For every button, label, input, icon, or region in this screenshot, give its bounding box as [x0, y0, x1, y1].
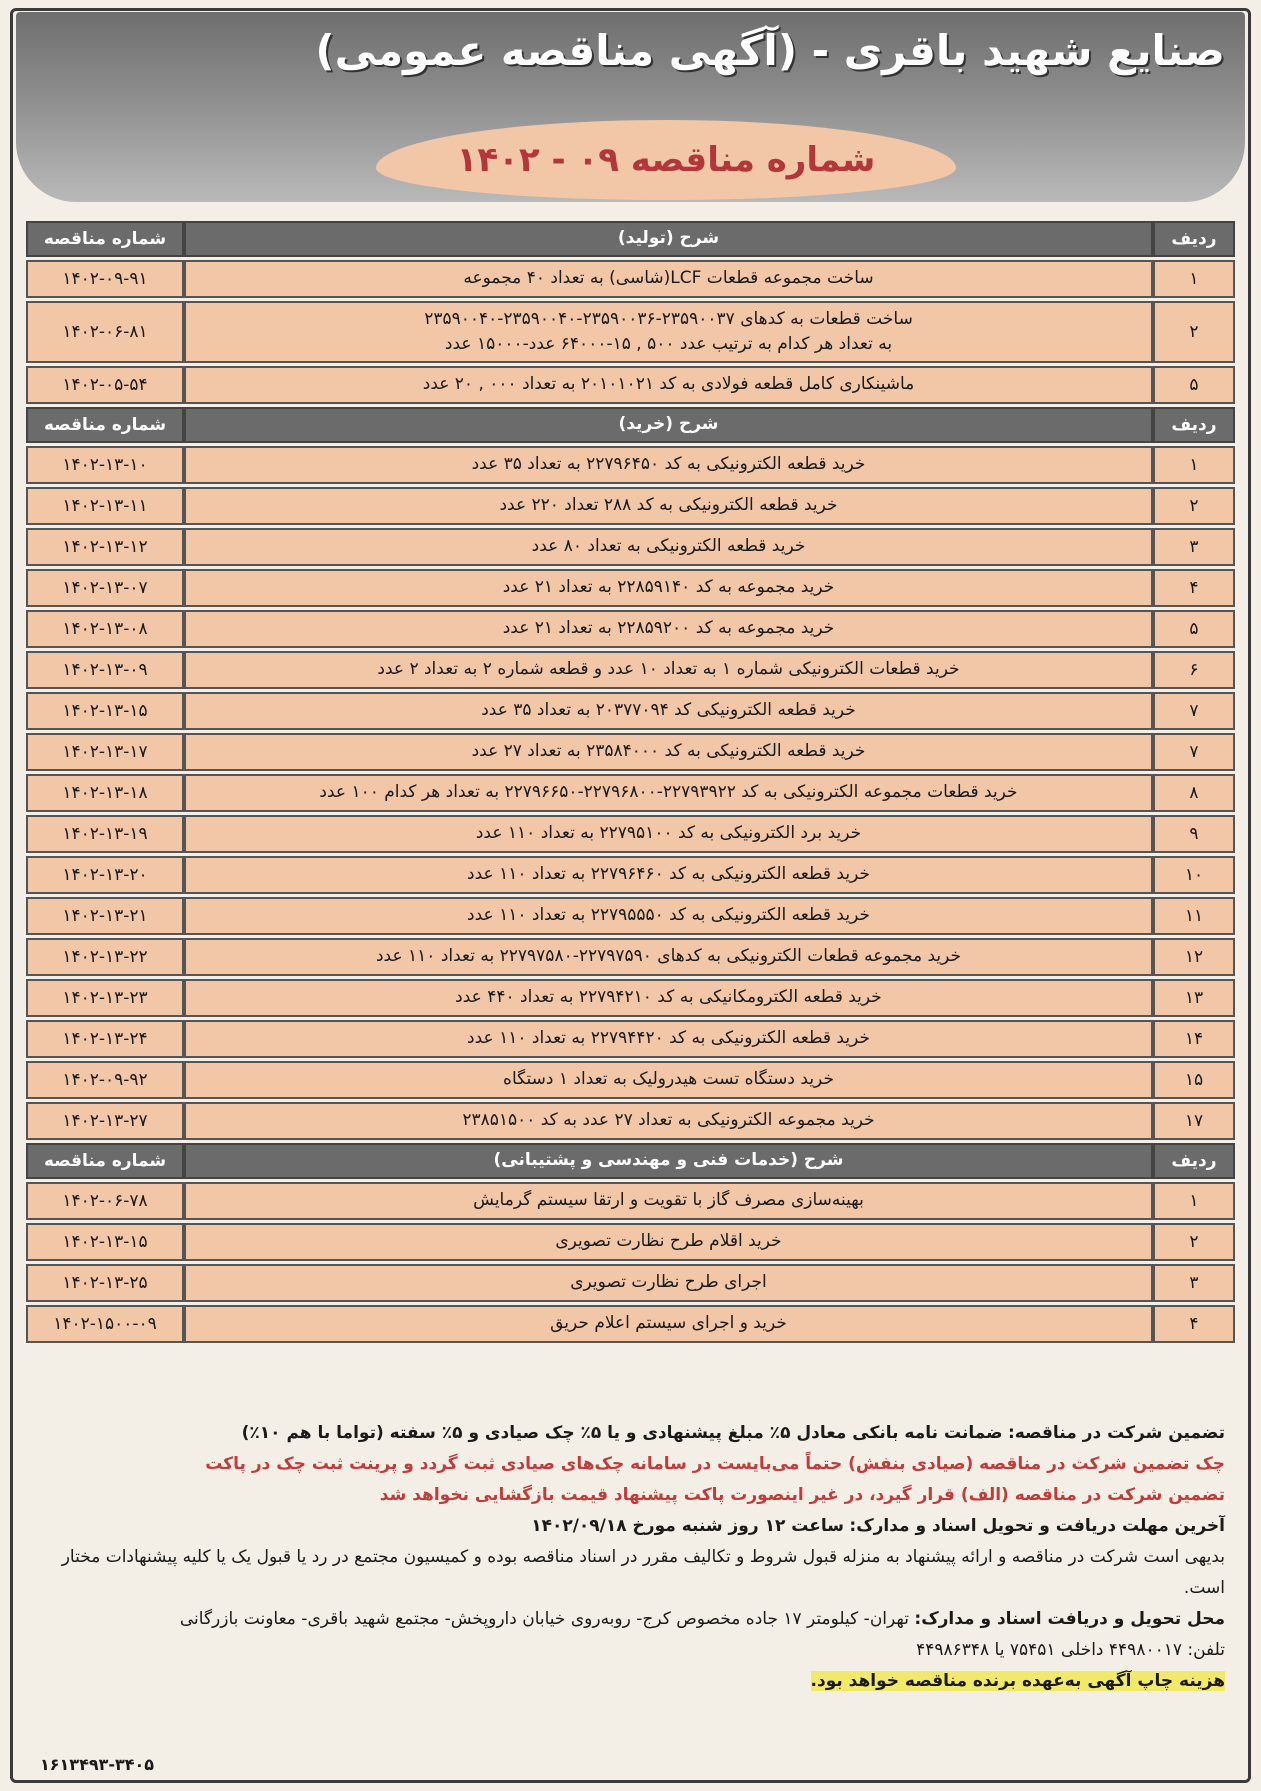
header-row-label: ردیف	[1153, 221, 1235, 257]
row-description-line: خرید قطعات مجموعه الکترونیکی به کد ۲۲۷۹۳۹۲۲-۲۲۷۹۶۸۰۰-۲۲۷۹۶۶۵۰ به تعداد هر کدام ۱۰۰ عدد	[319, 782, 1018, 803]
tender-code: ۱۴۰۲-۱۳-۰۸	[26, 610, 184, 648]
table-row	[26, 651, 1235, 689]
row-description	[184, 692, 1153, 730]
header	[16, 12, 1245, 202]
header-code-label: شماره مناقصه	[26, 221, 184, 257]
row-description	[184, 260, 1153, 298]
row-description-line: خرید قطعه الکترومکانیکی به کد ۲۲۷۹۴۲۱۰ به تعداد ۴۴۰ عدد	[455, 987, 882, 1008]
tender-code: ۱۴۰۲-۱۳-۲۰	[26, 856, 184, 894]
header-desc-label: شرح (تولید)	[184, 221, 1153, 257]
tender-code: ۱۴۰۲-۱۳-۱۲	[26, 528, 184, 566]
row-number: ۱۲	[1153, 938, 1235, 976]
row-description-line: خرید و اجرای سیستم اعلام حریق	[550, 1313, 787, 1334]
tender-number: شماره مناقصه ۰۹ - ۱۴۰۲	[456, 140, 876, 180]
row-description	[184, 528, 1153, 566]
row-description-line: خرید قطعه الکترونیکی به کد ۲۲۷۹۶۴۶۰ به تعداد ۱۱۰ عدد	[467, 864, 870, 885]
row-description-line: خرید قطعه الکترونیکی به تعداد ۸۰ عدد	[531, 536, 806, 557]
row-number: ۲	[1153, 1223, 1235, 1261]
row-number: ۳	[1153, 1264, 1235, 1302]
row-description-line: ماشینکاری کامل قطعه فولادی به کد ۲۰۱۰۱۰۲۱ به تعداد ۰۰۰ , ۲۰ عدد	[422, 374, 915, 395]
row-description	[184, 366, 1153, 404]
row-description-line: خرید قطعه الکترونیکی کد ۲۰۳۷۷۰۹۴ به تعداد ۳۵ عدد	[481, 700, 856, 721]
row-number: ۱۱	[1153, 897, 1235, 935]
place-text: تهران- کیلومتر ۱۷ جاده مخصوص کرج- روبه‌روی خیابان داروپخش- مجتمع شهید باقری- معاونت بازرگانی	[179, 1609, 909, 1629]
tender-code: ۱۴۰۲-۱۳-۲۴	[26, 1020, 184, 1058]
table-row	[26, 1102, 1235, 1140]
row-description	[184, 1223, 1153, 1261]
row-description-line: خرید مجموعه قطعات الکترونیکی به کدهای ۲۲۷۹۷۵۹۰-۲۲۷۹۷۵۸۰ به تعداد ۱۱۰ عدد	[375, 946, 962, 967]
row-description	[184, 774, 1153, 812]
row-description-line: بهینه‌سازی مصرف گاز با تقویت و ارتقا سیستم گرمایش	[473, 1190, 864, 1211]
row-number: ۴	[1153, 1305, 1235, 1343]
tender-code: ۱۴۰۲-۱۳-۲۷	[26, 1102, 184, 1140]
tender-code: ۱۴۰۲-۱۵۰۰-۰۹	[26, 1305, 184, 1343]
row-description-line: خرید قطعات الکترونیکی شماره ۱ به تعداد ۱۰ عدد و قطعه شماره ۲ به تعداد ۲ عدد	[377, 659, 960, 680]
tender-code: ۱۴۰۲-۱۳-۱۹	[26, 815, 184, 853]
row-number: ۴	[1153, 569, 1235, 607]
row-number: ۵	[1153, 610, 1235, 648]
header-row-label: ردیف	[1153, 1143, 1235, 1179]
phone-note: تلفن: ۴۴۹۸۰۰۱۷ داخلی ۷۵۴۵۱ یا ۴۴۹۸۶۳۴۸	[916, 1640, 1225, 1660]
row-description-line: خرید مجموعه به کد ۲۲۸۵۹۱۴۰ به تعداد ۲۱ عدد	[502, 577, 835, 598]
section-header	[26, 1143, 1235, 1179]
guarantee-label: تضمین شرکت در مناقصه:	[1007, 1423, 1225, 1443]
row-number: ۸	[1153, 774, 1235, 812]
row-description-line-2: به تعداد هر کدام به ترتیب عدد ۵۰۰ , ۱۵-۶۴۰۰۰ عدد-۱۵۰۰۰ عدد	[444, 334, 893, 354]
row-description-line: خرید اقلام طرح نظارت تصویری	[555, 1231, 782, 1252]
row-number: ۱۳	[1153, 979, 1235, 1017]
row-number: ۵	[1153, 366, 1235, 404]
table-row	[26, 938, 1235, 976]
row-number: ۱۷	[1153, 1102, 1235, 1140]
row-description	[184, 1305, 1153, 1343]
guarantee-note	[36, 1418, 1225, 1449]
tender-code: ۱۴۰۲-۱۳-۱۰	[26, 446, 184, 484]
row-description	[184, 1020, 1153, 1058]
table-row	[26, 1061, 1235, 1099]
row-description	[184, 301, 1153, 363]
row-number: ۱۵	[1153, 1061, 1235, 1099]
table-row	[26, 979, 1235, 1017]
table-row	[26, 260, 1235, 298]
row-description	[184, 856, 1153, 894]
table-row	[26, 528, 1235, 566]
row-description-line: خرید دستگاه تست هیدرولیک به تعداد ۱ دستگاه	[503, 1069, 834, 1090]
table-row	[26, 897, 1235, 935]
table-row	[26, 1182, 1235, 1220]
table-row	[26, 446, 1235, 484]
row-number: ۷	[1153, 733, 1235, 771]
tender-code: ۱۴۰۲-۰۹-۹۲	[26, 1061, 184, 1099]
deadline-text: ساعت ۱۲ روز شنبه مورخ ۱۴۰۲/۰۹/۱۸	[531, 1516, 844, 1536]
tender-code: ۱۴۰۲-۱۳-۱۸	[26, 774, 184, 812]
row-description	[184, 938, 1153, 976]
row-description-line: ساخت مجموعه قطعات LCF(شاسی) به تعداد ۴۰ مجموعه	[463, 268, 874, 289]
place-note	[36, 1604, 1225, 1635]
table-row	[26, 610, 1235, 648]
row-description-line: خرید برد الکترونیکی به کد ۲۲۷۹۵۱۰۰ به تعداد ۱۱۰ عدد	[475, 823, 862, 844]
cheque-note-2: تضمین شرکت در مناقصه (الف) قرار گیرد، در غیر اینصورت پاکت پیشنهاد قیمت بازگشایی نخواهد شد	[379, 1485, 1225, 1505]
cost-note	[36, 1666, 1225, 1697]
guarantee-text: ضمانت نامه بانکی معادل ۵٪ مبلغ پیشنهادی و یا ۵٪ چک صیادی و ۵٪ سفته (تواما با هم ۱۰٪)	[241, 1423, 1003, 1443]
row-description	[184, 1182, 1153, 1220]
section-header	[26, 221, 1235, 257]
table-row	[26, 1223, 1235, 1261]
header-desc-label: شرح (خرید)	[184, 407, 1153, 443]
row-description-line: خرید قطعه الکترونیکی به کد ۲۲۷۹۶۴۵۰ به تعداد ۳۵ عدد	[471, 454, 866, 475]
tender-code: ۱۴۰۲-۱۳-۱۵	[26, 1223, 184, 1261]
tender-tables	[26, 218, 1235, 1346]
tender-code: ۱۴۰۲-۱۳-۰۹	[26, 651, 184, 689]
header-code-label: شماره مناقصه	[26, 407, 184, 443]
row-description-line: خرید مجموعه الکترونیکی به تعداد ۲۷ عدد به کد ۲۳۸۵۱۵۰۰	[462, 1110, 875, 1131]
header-row-label: ردیف	[1153, 407, 1235, 443]
row-number: ۱	[1153, 446, 1235, 484]
table-row	[26, 774, 1235, 812]
table-row	[26, 569, 1235, 607]
header-desc-label: شرح (خدمات فنی و مهندسی و پشتیبانی)	[184, 1143, 1153, 1179]
tender-table	[26, 218, 1235, 1346]
row-description	[184, 1102, 1153, 1140]
tender-code: ۱۴۰۲-۱۳-۱۷	[26, 733, 184, 771]
row-description	[184, 610, 1153, 648]
table-row	[26, 1305, 1235, 1343]
row-description-line: خرید قطعه الکترونیکی به کد ۲۳۵۸۴۰۰۰ به تعداد ۲۷ عدد	[471, 741, 866, 762]
tender-code: ۱۴۰۲-۱۳-۲۲	[26, 938, 184, 976]
table-row	[26, 487, 1235, 525]
table-row	[26, 692, 1235, 730]
table-row	[26, 301, 1235, 363]
row-description	[184, 897, 1153, 935]
table-row	[26, 366, 1235, 404]
tender-code: ۱۴۰۲-۰۵-۵۴	[26, 366, 184, 404]
row-number: ۱	[1153, 260, 1235, 298]
deadline-note	[36, 1511, 1225, 1542]
table-row	[26, 733, 1235, 771]
tender-code: ۱۴۰۲-۱۳-۰۷	[26, 569, 184, 607]
row-description	[184, 569, 1153, 607]
row-description	[184, 651, 1153, 689]
row-number: ۷	[1153, 692, 1235, 730]
row-number: ۲	[1153, 301, 1235, 363]
cost-text: هزینه چاپ آگهی به‌عهده برنده مناقصه خواهد بود.	[810, 1671, 1225, 1691]
tender-code: ۱۴۰۲-۰۶-۸۱	[26, 301, 184, 363]
place-label: محل تحویل و دریافت اسناد و مدارک:	[914, 1609, 1225, 1629]
row-description-line: ساخت قطعات به کدهای ۲۳۵۹۰۰۳۷-۲۳۵۹۰۰۳۶-۲۳۵۹۰۰۴۰-۲۳۵۹۰۰۴۰	[424, 308, 913, 329]
tender-code: ۱۴۰۲-۱۳-۲۱	[26, 897, 184, 935]
tender-code: ۱۴۰۲-۱۳-۱۱	[26, 487, 184, 525]
row-description	[184, 1264, 1153, 1302]
row-description-line: خرید قطعه الکترونیکی به کد ۲۲۷۹۵۵۵۰ به تعداد ۱۱۰ عدد	[467, 905, 870, 926]
row-description-line: خرید قطعه الکترونیکی به کد ۲۸۸ تعداد ۲۲۰ عدد	[499, 495, 838, 516]
section-header	[26, 407, 1235, 443]
row-description-line: اجرای طرح نظارت تصویری	[570, 1272, 767, 1293]
footer-code: ۱۶۱۳۴۹۳-۳۴۰۵	[40, 1755, 155, 1774]
row-description-line: خرید قطعه الکترونیکی به کد ۲۲۷۹۴۴۲۰ به تعداد ۱۱۰ عدد	[467, 1028, 870, 1049]
tender-code: ۱۴۰۲-۱۳-۲۳	[26, 979, 184, 1017]
row-number: ۹	[1153, 815, 1235, 853]
deadline-label: آخرین مهلت دریافت و تحویل اسناد و مدارک:	[849, 1516, 1225, 1536]
table-row	[26, 856, 1235, 894]
notice-title: صنایع شهید باقری - (آگهی مناقصه عمومی)	[315, 26, 1225, 75]
tender-code: ۱۴۰۲-۱۳-۲۵	[26, 1264, 184, 1302]
tender-code: ۱۴۰۲-۰۶-۷۸	[26, 1182, 184, 1220]
tender-number-banner	[376, 120, 956, 200]
table-row	[26, 1264, 1235, 1302]
row-number: ۱۰	[1153, 856, 1235, 894]
row-description	[184, 446, 1153, 484]
row-description	[184, 815, 1153, 853]
row-number: ۳	[1153, 528, 1235, 566]
row-description-line: خرید مجموعه به کد ۲۲۸۵۹۲۰۰ به تعداد ۲۱ عدد	[502, 618, 835, 639]
table-row	[26, 815, 1235, 853]
row-number: ۱۴	[1153, 1020, 1235, 1058]
notes-section	[36, 1418, 1225, 1697]
row-number: ۱	[1153, 1182, 1235, 1220]
row-description	[184, 733, 1153, 771]
terms-paragraph: بدیهی است شرکت در مناقصه و ارائه پیشنهاد به منزله قبول شروط و تکالیف مقرر در اسناد مناقصه بوده و کمیسیون مجتمع در رد یا قبول یک یا کلیه پیشنهادات مختار است.	[61, 1547, 1225, 1598]
row-description	[184, 487, 1153, 525]
row-description	[184, 1061, 1153, 1099]
cheque-note-1: چک تضمین شرکت در مناقصه (صیادی بنفش) حتماً می‌بایست در سامانه چک‌های صیادی ثبت گردد و پرینت ثبت چک در پاکت	[205, 1454, 1225, 1474]
tender-code: ۱۴۰۲-۱۳-۱۵	[26, 692, 184, 730]
row-number: ۲	[1153, 487, 1235, 525]
tender-code: ۱۴۰۲-۰۹-۹۱	[26, 260, 184, 298]
table-row	[26, 1020, 1235, 1058]
row-description	[184, 979, 1153, 1017]
row-number: ۶	[1153, 651, 1235, 689]
header-code-label: شماره مناقصه	[26, 1143, 184, 1179]
